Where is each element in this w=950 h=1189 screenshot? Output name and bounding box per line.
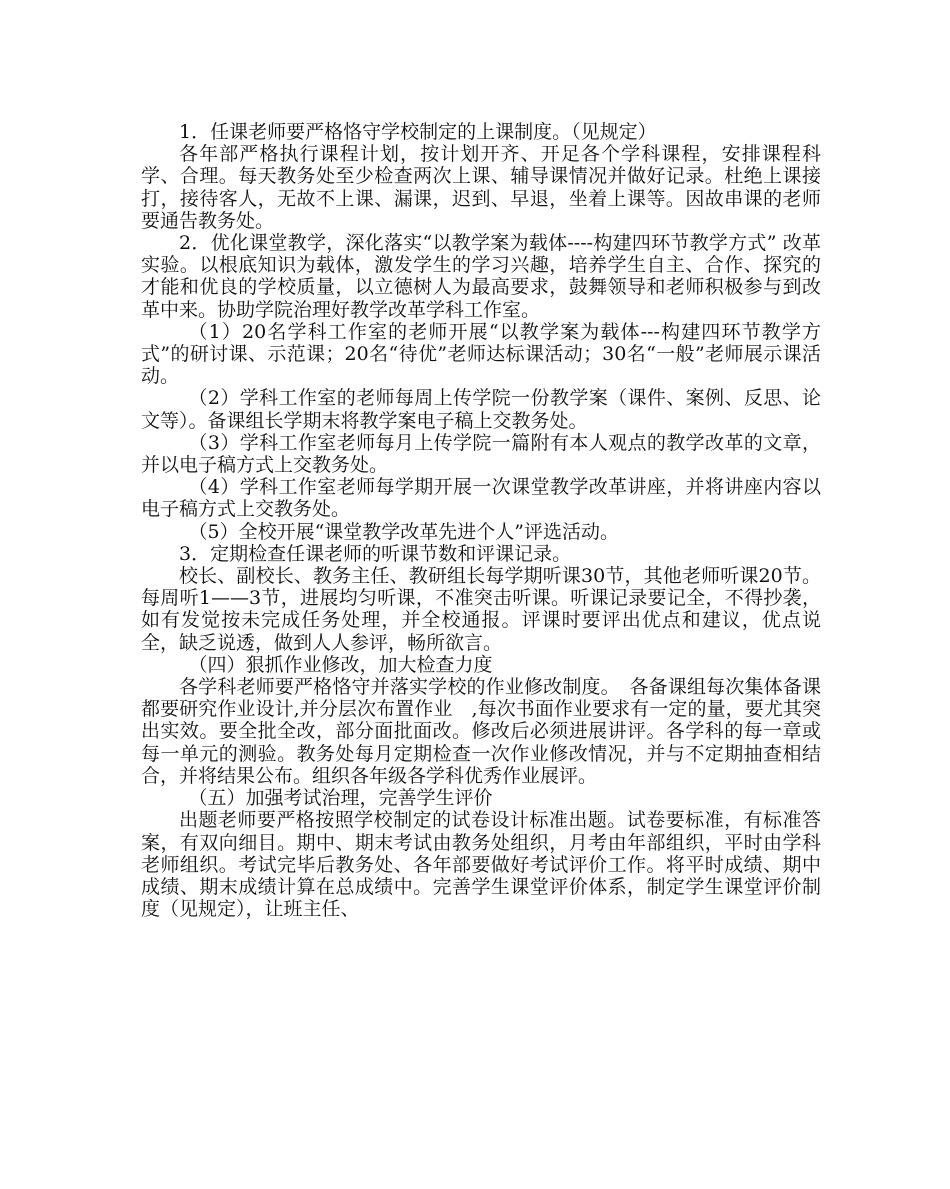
paragraph-task-1: 1．任课老师要严格恪守学校制定的上课制度。（见规定） [179,121,657,143]
paragraph-item-1: （1）20名学科工作室的老师开展“以教学案为载体---构建四环节教学方式”的研讨课、示范课；20名“待优”老师达标课活动；30名“一般”老师展示课活动。 [141,320,821,388]
paragraph-course-plan: 各年部严格执行课程计划，按计划开齐、开足各个学科课程，安排课程科学、合理。每天教务处至少检查两次上课、辅导课情况并做好记录。杜绝上课接打，接待客人，无故不上课、漏课，迟到、早退，坐着上课等。因故串课的老师要通告教务处。 [141,143,821,232]
paragraph-exams: 出题老师要严格按照学校制定的试卷设计标准出题。试卷要标准，有标准答案，有双向细目。期中、期末考试由教务处组织，月考由年部组织，平时由学科老师组织。考试完毕后教务处、各年部要做好考试评价工作。将平时成绩、期中成绩、期末成绩计算在总成绩中。完善学生课堂评价体系，制定学生课堂评价制度（见规定），让班主任、 [141,809,821,921]
paragraph-homework: 各学科老师要严格恪守并落实学校的作业修改制度。 各备课组每次集体备课都要研究作业设计,并分层次布置作业 ,每次书面作业要求有一定的量，要尤其突出实效。要全批全改，部分面批面改。修改后必须进展讲评。各学科的每一章或每一单元的测验。教务处每月定期检查一次作业修改情况，并与不定期抽查相结合，并将结果公布。组织各年级各学科优秀作业展评。 [141,676,821,787]
section-heading-5: （五）加强考试治理，完善学生评价 [188,787,493,810]
paragraph-item-2: （2）学科工作室的老师每周上传学院一份教学案（课件、案例、反思、论文等）。备课组长学期末将教学案电子稿上交教务处。 [141,387,821,432]
paragraph-item-3: （3）学科工作室老师每月上传学院一篇附有本人观点的教学改革的文章，并以电子稿方式上交教务处。 [141,431,821,477]
document-body [141,121,821,920]
section-heading-4: （四）狠抓作业修改，加大检查力度 [188,653,493,676]
paragraph-lesson-observation: 校长、副校长、教务主任、教研组长每学期听课30节，其他老师听课20节。每周听1——3节，进展均匀听课，不准突击听课。听课记录要记全，不得抄袭，如有发觉按未完成任务处理，并全校通报。评课时要评出优点和建议，优点说全，缺乏说透，做到人人参评，畅所欲言。 [141,565,821,654]
paragraph-task-2: 2．优化课堂教学，深化落实“以教学案为载体----构建四环节教学方式” 改革实验。以根底知识为载体，激发学生的学习兴趣，培养学生自主、合作、探究的才能和优良的学校质量，以立德树人为最高要求，鼓舞领导和老师积极参与到改革中来。协助学院治理好教学改革学科工作室。 [141,232,821,321]
paragraph-task-3: 3．定期检查任课老师的听课节数和评课记录。 [179,542,572,565]
paragraph-item-4: （4）学科工作室老师每学期开展一次课堂教学改革讲座，并将讲座内容以电子稿方式上交教务处。 [141,476,821,521]
paragraph-item-5: （5）全校开展“课堂教学改革先进个人”评选活动。 [188,520,620,543]
